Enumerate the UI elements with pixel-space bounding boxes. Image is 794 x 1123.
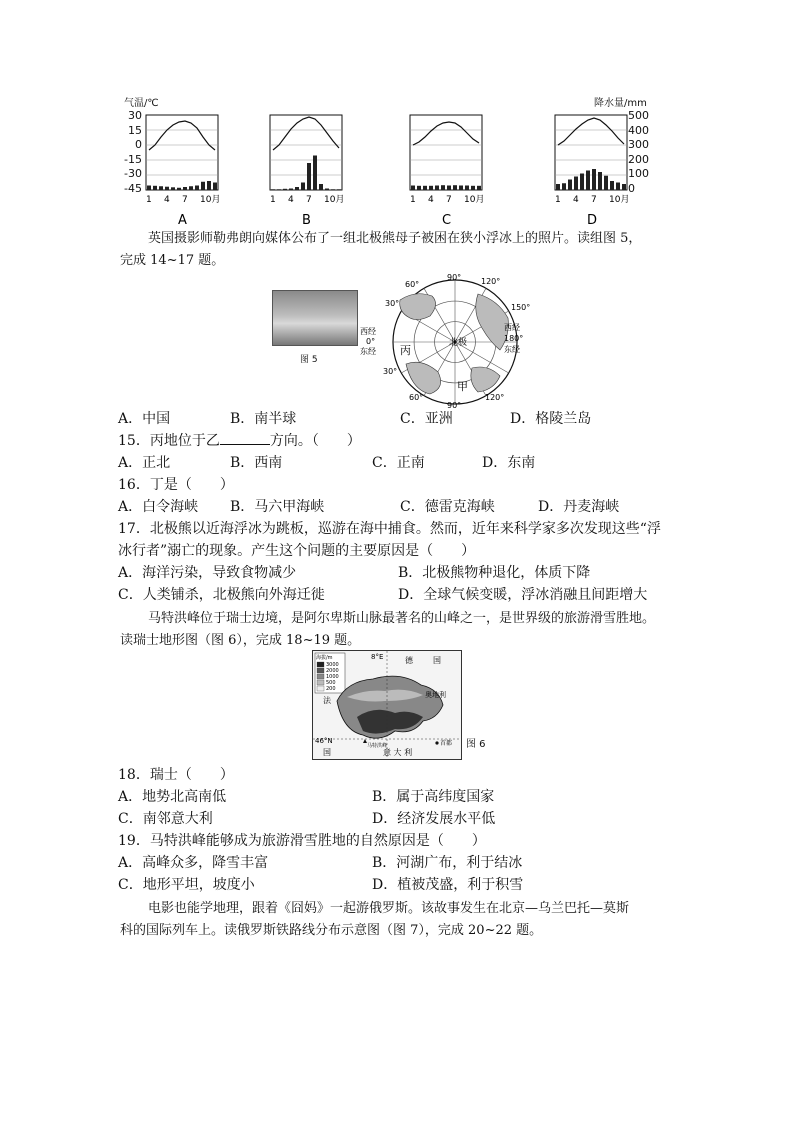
q16-option-b: B．马六甲海峡	[230, 499, 325, 515]
deg-label: 90°	[447, 401, 462, 410]
precip-bar	[271, 189, 275, 190]
precip-bar	[213, 183, 217, 191]
legend-label: 2000	[326, 668, 339, 674]
precip-bar	[453, 185, 457, 190]
left-tick-label: -15	[124, 152, 142, 166]
precip-bar	[622, 184, 626, 190]
precip-bar	[183, 187, 187, 190]
precip-bar	[562, 183, 566, 190]
east-longitude-label: 东经	[360, 347, 376, 356]
intro-paragraph-1: 英国摄影师勒弗朗向媒体公布了一组北极熊母子被困在狭小浮冰上的照片。读组图 5，	[148, 231, 642, 246]
precip-bar	[568, 180, 572, 191]
precip-bar	[411, 186, 415, 191]
legend-swatch	[317, 686, 324, 691]
precip-bar	[337, 189, 341, 190]
precip-bar	[159, 186, 163, 190]
country-italy: 意 大 利	[383, 748, 413, 757]
precip-bar	[477, 186, 481, 190]
q14-option-a: A．中国	[118, 411, 171, 427]
precip-bar	[417, 186, 421, 190]
precip-bar	[598, 172, 602, 190]
month-tick-label: 4	[428, 195, 434, 205]
precip-bar	[153, 186, 157, 190]
climate-chart-C	[410, 115, 484, 228]
right-tick-label: 100	[628, 167, 649, 180]
q18-option-b: B．属于高纬度国家	[372, 789, 495, 805]
legend-label: 3000	[326, 662, 339, 668]
precip-bar	[277, 189, 281, 190]
deg-label: 30°	[383, 367, 398, 376]
left-tick-label: -30	[124, 167, 142, 180]
left-tick-label: 30	[128, 109, 142, 122]
temperature-curve	[413, 122, 479, 145]
right-tick-label: 400	[628, 123, 649, 137]
fig5-caption: 图 5	[300, 355, 318, 365]
q18-option-a: A．地势北高南低	[118, 789, 227, 805]
month-tick-label: 1	[410, 195, 416, 205]
chart-label: D	[587, 213, 598, 228]
country-guo: 国	[433, 656, 441, 665]
precip-bar	[207, 181, 211, 190]
q14-option-d: D．格陵兰岛	[510, 411, 592, 427]
q17-option-d: D．全球气候变暖，浮冰消融且间距增大	[398, 587, 648, 603]
month-tick-label: 4	[164, 195, 170, 205]
q18-option-d: D．经济发展水平低	[372, 811, 496, 827]
climate-chart-A	[146, 115, 220, 228]
left-tick-label: 0	[135, 138, 142, 151]
deg-label: 150°	[511, 303, 530, 312]
q14-option-b: B．南半球	[230, 411, 297, 427]
q19-option-a: A．高峰众多，降雪丰富	[118, 855, 269, 871]
chart-frame	[146, 115, 218, 190]
climate-chart-B	[270, 115, 344, 228]
chart-label: A	[178, 213, 187, 228]
deg-label: 30°	[385, 299, 400, 308]
country-de: 德	[405, 656, 413, 665]
q19-option-c: C．地形平坦，坡度小	[118, 877, 255, 893]
precip-bar	[556, 184, 560, 190]
precip-bar	[604, 176, 608, 190]
q18-option-c: C．南邻意大利	[118, 811, 213, 827]
precip-bar	[471, 186, 475, 190]
q19-stem: 19．马特洪峰能够成为旅游滑雪胜地的自然原因是（ ）	[118, 833, 486, 849]
capital-marker	[435, 741, 438, 744]
precip-bar	[331, 189, 335, 190]
precip-bar	[147, 186, 151, 191]
chart-frame	[270, 115, 342, 190]
point-bing: 丙	[400, 344, 411, 357]
month-tick-label: 1	[146, 195, 152, 205]
legend-label: 200	[326, 686, 336, 692]
legend-label: 500	[326, 680, 336, 686]
chart-frame	[555, 115, 627, 190]
intro-paragraph-1b: 完成 14~17 题。	[120, 253, 225, 268]
intro-paragraph-2: 马特洪峰位于瑞士边境，是阿尔卑斯山脉最著名的山峰之一，是世界级的旅游滑雪胜地。	[148, 611, 656, 626]
q14-option-c: C．亚洲	[400, 411, 453, 427]
q16-option-d: D．丹麦海峡	[538, 499, 620, 515]
precip-bar	[465, 186, 469, 191]
q16-stem: 16．丁是（ ）	[118, 477, 234, 493]
month-tick-label: 7	[446, 195, 452, 205]
q18-stem: 18．瑞士（ ）	[118, 767, 234, 783]
legend-swatch	[317, 680, 324, 685]
precip-bar	[165, 187, 169, 190]
month-tick-label: 4	[288, 195, 294, 205]
west-longitude-label-right: 西经	[504, 323, 520, 332]
temperature-curve	[149, 121, 215, 150]
precip-bar	[435, 186, 439, 191]
right-tick-label: 0	[628, 181, 635, 195]
right-axis-title: 降水量/mm	[594, 98, 647, 109]
month-tick-label: 10月	[464, 195, 485, 205]
polar-bear-photo	[272, 290, 358, 346]
q17-option-a: A．海洋污染，导致食物减少	[118, 565, 297, 581]
left-tick-label: 15	[128, 123, 142, 137]
q15-option-d: D．东南	[482, 455, 536, 471]
precip-bar	[171, 187, 175, 190]
precip-bar	[459, 186, 463, 191]
precip-bar	[307, 163, 311, 190]
precip-bar	[195, 186, 199, 191]
precip-bar	[580, 174, 584, 191]
precip-bar	[592, 169, 596, 190]
longitude-label: 8°E	[371, 653, 384, 661]
month-tick-label: 1	[270, 195, 276, 205]
q17-option-c: C．人类铺杀，北极熊向外海迁徙	[118, 587, 325, 603]
west-longitude-label: 西经	[360, 327, 376, 336]
point-jia: 甲	[457, 380, 468, 393]
deg-label: 60°	[409, 393, 424, 402]
q17-option-b: B．北极熊物种退化，体质下降	[398, 565, 591, 581]
month-tick-label: 7	[182, 195, 188, 205]
precip-bar	[586, 171, 590, 191]
precip-bar	[313, 156, 317, 191]
precip-bar	[201, 182, 205, 190]
climate-charts	[0, 0, 794, 235]
climate-chart-D	[555, 115, 629, 228]
precip-bar	[429, 186, 433, 190]
right-tick-label: 500	[628, 109, 649, 122]
precip-bar	[295, 187, 299, 190]
intro-paragraph-3b: 科的国际列车上。读俄罗斯铁路线分布示意图（图 7），完成 20~22 题。	[120, 923, 543, 938]
left-tick-label: -45	[124, 181, 142, 195]
q15-option-c: C．正南	[372, 455, 425, 471]
intro-paragraph-2b: 读瑞士地形图（图 6），完成 18~19 题。	[120, 633, 361, 648]
precip-bar	[283, 189, 287, 190]
right-tick-label: 300	[628, 138, 649, 151]
arctic-polar-map	[360, 272, 530, 412]
right-tick-label: 200	[628, 152, 649, 166]
precip-bar	[189, 186, 193, 190]
intro-paragraph-3: 电影也能学地理，跟着《囧妈》一起游俄罗斯。该故事发生在北京—乌兰巴托—莫斯	[148, 901, 630, 916]
deg180-label: 180°	[504, 334, 524, 343]
capital-label: 首都	[440, 740, 453, 747]
precip-bar	[616, 183, 620, 191]
chart-label: B	[302, 213, 311, 228]
legend-swatch	[317, 674, 324, 679]
precip-bar	[319, 184, 323, 190]
legend-swatch	[317, 668, 324, 673]
month-tick-label: 10月	[200, 195, 221, 205]
country-austria: 奥地利	[425, 691, 446, 699]
deg-label: 60°	[405, 280, 420, 289]
precip-bar	[447, 186, 451, 191]
country-fa: 法	[323, 696, 331, 705]
q16-option-c: C．德雷克海峡	[400, 499, 495, 515]
q15-stem-a: 15．丙地位于乙	[118, 433, 220, 449]
month-tick-label: 10月	[609, 195, 630, 205]
precip-bar	[441, 185, 445, 190]
q17-stem-line1: 17．北极熊以近海浮冰为跳板，巡游在海中捕食。然而，近年来科学家多次发现这些“浮	[118, 521, 661, 537]
east-longitude-label-right: 东经	[504, 345, 520, 354]
q15-stem	[118, 430, 361, 452]
matterhorn-label: 马特洪峰	[367, 743, 388, 749]
q19-option-b: B．河湖广布，利于结冰	[372, 855, 523, 871]
precip-bar	[301, 183, 305, 191]
deg-label: 120°	[481, 277, 501, 286]
legend-title: 海拔/m	[316, 655, 333, 661]
precip-bar	[289, 189, 293, 191]
switzerland-terrain-map	[312, 650, 462, 760]
month-tick-label: 7	[306, 195, 312, 205]
q16-option-a: A．白令海峡	[118, 499, 199, 515]
precip-bar	[177, 188, 181, 190]
deg-label: 90°	[447, 273, 462, 282]
deg-label: 120°	[485, 393, 505, 402]
precip-bar	[574, 177, 578, 191]
precip-bar	[610, 181, 614, 190]
q15-blank	[220, 430, 270, 445]
month-tick-label: 1	[555, 195, 561, 205]
zero-meridian-label: 0°	[366, 337, 376, 346]
country-guo-2: 国	[323, 748, 331, 757]
legend-label: 1000	[326, 674, 339, 680]
temperature-curve	[558, 118, 624, 145]
chart-label: C	[442, 213, 452, 228]
left-axis-title: 气温/℃	[124, 98, 159, 109]
matterhorn-marker	[363, 739, 367, 743]
precip-bar	[423, 186, 427, 190]
q17-stem-line2: 冰行者”溺亡的现象。产生这个问题的主要原因是（ ）	[118, 543, 476, 559]
fig6-caption: 图 6	[466, 739, 486, 750]
month-tick-label: 7	[591, 195, 597, 205]
month-tick-label: 4	[573, 195, 579, 205]
q15-option-a: A．正北	[118, 455, 171, 471]
month-tick-label: 10月	[324, 195, 345, 205]
q15-stem-b: 方向。（ ）	[269, 433, 361, 449]
q15-option-b: B．西南	[230, 455, 283, 471]
north-pole-label: 北极	[449, 338, 468, 348]
q19-option-d: D．植被茂盛，利于积雪	[372, 877, 524, 893]
legend-swatch	[317, 662, 324, 667]
chart-frame	[410, 115, 482, 190]
latitude-label: 46°N	[315, 737, 333, 745]
precip-bar	[325, 189, 329, 191]
